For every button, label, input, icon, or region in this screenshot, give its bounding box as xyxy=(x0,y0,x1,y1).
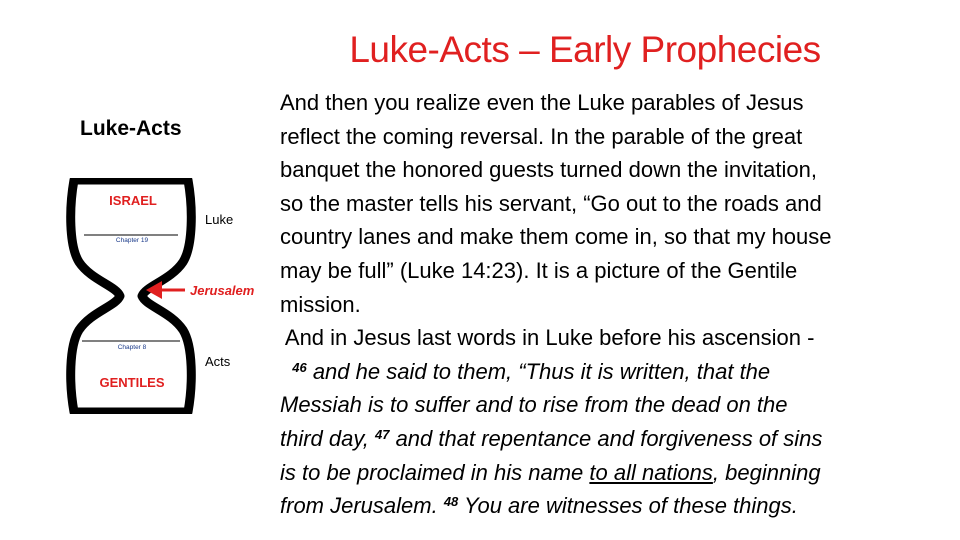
side-heading: Luke-Acts xyxy=(80,117,182,140)
verse-line xyxy=(280,355,952,389)
verse-text: and he said to them, “Thus it is written, that the xyxy=(306,358,771,384)
verse-line xyxy=(280,489,952,523)
verse-text: is to be proclaimed in his name xyxy=(280,459,590,485)
jerusalem-label: Jerusalem xyxy=(190,283,255,298)
verse-text: You are witnesses of these things. xyxy=(458,493,798,519)
hourglass-diagram xyxy=(66,178,266,414)
paragraph-line: reflect the coming reversal. In the parable of the great xyxy=(280,123,803,149)
luke-label: Luke xyxy=(205,212,234,227)
verse-text: and that repentance and forgiveness of sins xyxy=(389,425,823,451)
paragraph-line: mission. xyxy=(280,291,361,317)
paragraph-intro-line: And in Jesus last words in Luke before his ascension - xyxy=(280,325,815,351)
chapter-19-label: Chapter 19 xyxy=(115,237,149,244)
israel-label: ISRAEL xyxy=(109,193,157,208)
gentiles-label: GENTILES xyxy=(99,375,165,390)
paragraph-line: country lanes and make them come in, so that my house xyxy=(280,224,832,250)
chapter-8-label: Chapter 8 xyxy=(117,344,147,351)
verse-line xyxy=(280,422,952,456)
verse-number: 48 xyxy=(443,494,459,510)
paragraph-line: may be full” (Luke 14:23). It is a picture of the Gentile xyxy=(280,257,798,283)
verse-text: from Jerusalem. xyxy=(280,493,444,519)
verse-number: 46 xyxy=(292,359,307,375)
paragraph-line: so the master tells his servant, “Go out to the roads and xyxy=(280,190,822,216)
verse-text: third day, xyxy=(280,425,375,451)
acts-label: Acts xyxy=(205,354,231,369)
underlined-phrase: to all nations xyxy=(589,459,713,485)
verse-text: , beginning xyxy=(712,459,821,485)
paragraph-line: And then you realize even the Luke parables of Jesus xyxy=(280,90,804,115)
verse-number: 47 xyxy=(374,426,390,442)
paragraph-line: banquet the honored guests turned down the invitation, xyxy=(280,157,817,183)
verse-line: Messiah is to suffer and to rise from the dead on the xyxy=(280,392,788,418)
verse-line xyxy=(280,456,952,490)
body-text xyxy=(280,86,952,523)
slide-title: Luke-Acts – Early Prophecies xyxy=(349,29,821,70)
